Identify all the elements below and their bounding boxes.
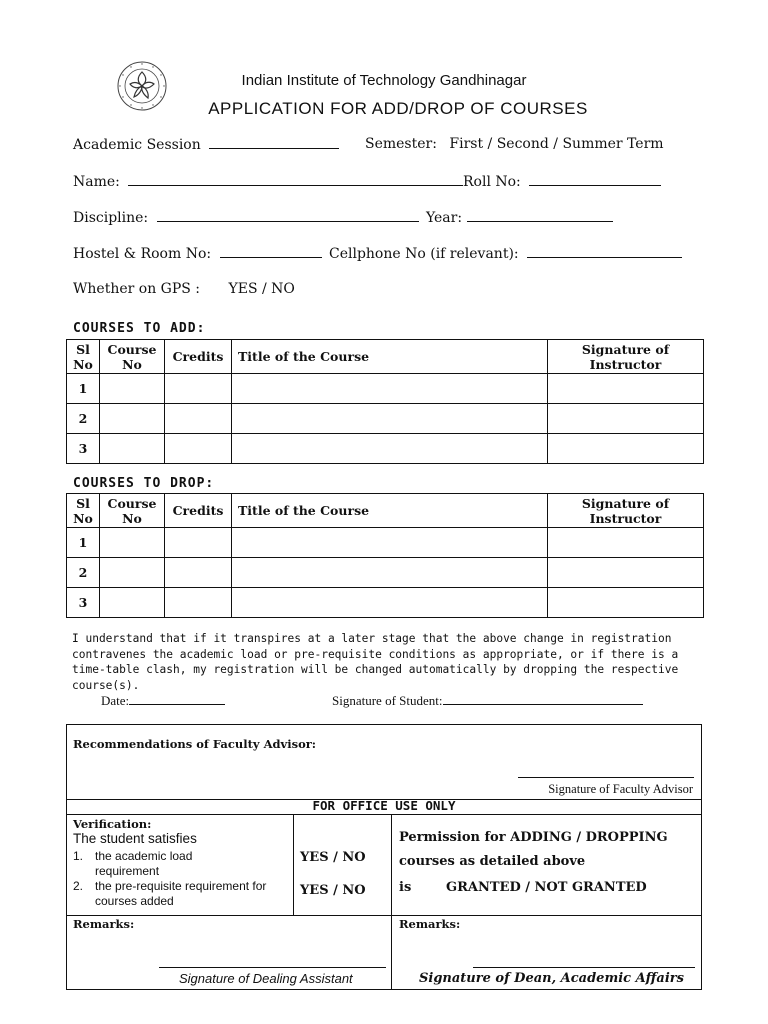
- row-number: 3: [67, 588, 100, 618]
- course-no-cell[interactable]: [100, 404, 165, 434]
- signature-cell[interactable]: [548, 528, 704, 558]
- dealing-assistant-signature-label: Signature of Dealing Assistant: [179, 971, 353, 986]
- faculty-signature-label: Signature of Faculty Advisor: [548, 782, 693, 796]
- item-1-text: the academic load requirement: [95, 849, 193, 878]
- row-number: 1: [67, 528, 100, 558]
- signature-cell[interactable]: [548, 588, 704, 618]
- signature-cell[interactable]: [548, 558, 704, 588]
- courses-to-drop-heading: COURSES TO DROP:: [73, 476, 215, 491]
- prerequisite-yes-no[interactable]: YES / NO: [300, 883, 366, 898]
- dean-signature-line[interactable]: [473, 967, 695, 968]
- declaration-text: I understand that if it transpires at a later stage that the above change in registration contravenes the academic load or pre-requisite conditions as appropriate, or if there is a time-table clash, my registration will be changed automatically by dropping the respective course(s).: [72, 632, 679, 692]
- signature-cell[interactable]: [548, 434, 704, 464]
- course-no-cell[interactable]: [100, 558, 165, 588]
- roll-row: [463, 173, 661, 190]
- year-blank[interactable]: [467, 209, 613, 222]
- institute-name: Indian Institute of Technology Gandhinagar: [241, 72, 527, 89]
- credits-cell[interactable]: [165, 528, 232, 558]
- item-2-text: the pre-requisite requirement for courses added: [95, 879, 267, 908]
- course-no-cell[interactable]: [100, 434, 165, 464]
- row-number: 2: [67, 558, 100, 588]
- divider: [391, 815, 392, 915]
- year-label: Year:: [426, 210, 463, 226]
- year-row: [426, 209, 613, 226]
- gps-row: [73, 281, 295, 297]
- courses-to-add-table: [66, 339, 704, 464]
- permission-line-2: courses as detailed above: [399, 854, 586, 869]
- remarks-box: [66, 914, 702, 990]
- cellphone-blank[interactable]: [527, 245, 682, 258]
- date-blank[interactable]: [129, 692, 225, 705]
- dealing-assistant-signature-line[interactable]: [159, 967, 386, 968]
- col-course-no: Course No: [100, 340, 165, 374]
- verification-heading: Verification:: [73, 817, 152, 831]
- academic-session-label: Academic Session: [73, 137, 201, 153]
- hostel-row: [73, 245, 322, 262]
- faculty-signature-line[interactable]: [518, 777, 694, 778]
- title-cell[interactable]: [232, 404, 548, 434]
- table-row: [67, 404, 704, 434]
- faculty-advisor-box: [66, 724, 702, 800]
- faculty-recommendation-heading: Recommendations of Faculty Advisor:: [73, 737, 317, 751]
- divider: [293, 815, 294, 915]
- name-label: Name:: [73, 174, 120, 190]
- course-no-cell[interactable]: [100, 374, 165, 404]
- discipline-blank[interactable]: [157, 209, 419, 222]
- table-row: [67, 434, 704, 464]
- roll-no-label: Roll No:: [463, 174, 521, 190]
- permission-line-1: Permission for ADDING / DROPPING: [399, 830, 668, 845]
- courses-to-add-heading: COURSES TO ADD:: [73, 321, 206, 336]
- credits-cell[interactable]: [165, 374, 232, 404]
- col-title: Title of the Course: [232, 494, 548, 528]
- semester-row: [365, 136, 664, 152]
- row-number: 1: [67, 374, 100, 404]
- course-no-cell[interactable]: [100, 528, 165, 558]
- permission-result[interactable]: GRANTED / NOT GRANTED: [446, 880, 647, 895]
- title-cell[interactable]: [232, 558, 548, 588]
- col-course-no: Course No: [100, 494, 165, 528]
- row-number: 2: [67, 404, 100, 434]
- table-row: [67, 588, 704, 618]
- verification-box: [66, 814, 702, 916]
- satisfies-text: The student satisfies: [73, 831, 197, 846]
- semester-options: First / Second / Summer Term: [449, 136, 664, 152]
- col-title: Title of the Course: [232, 340, 548, 374]
- academic-load-yes-no[interactable]: YES / NO: [300, 850, 366, 865]
- signature-cell[interactable]: [548, 374, 704, 404]
- remarks-right-label: Remarks:: [399, 917, 461, 931]
- gps-label: Whether on GPS :: [73, 281, 201, 297]
- title-cell[interactable]: [232, 528, 548, 558]
- signature-cell[interactable]: [548, 404, 704, 434]
- cellphone-row: [329, 245, 682, 262]
- col-credits: Credits: [165, 340, 232, 374]
- semester-label: Semester:: [365, 136, 437, 152]
- title-cell[interactable]: [232, 588, 548, 618]
- office-use-heading: FOR OFFICE USE ONLY: [312, 798, 456, 813]
- col-sl-no: Sl No: [67, 340, 100, 374]
- cellphone-label: Cellphone No (if relevant):: [329, 246, 519, 262]
- table-row: [67, 374, 704, 404]
- course-no-cell[interactable]: [100, 588, 165, 618]
- name-row: [73, 173, 463, 190]
- discipline-label: Discipline:: [73, 210, 149, 226]
- col-signature: Signature of Instructor: [548, 494, 704, 528]
- col-credits: Credits: [165, 494, 232, 528]
- credits-cell[interactable]: [165, 434, 232, 464]
- date-label: Date:: [101, 693, 130, 708]
- col-sl-no: Sl No: [67, 494, 100, 528]
- remarks-left-label: Remarks:: [73, 917, 135, 931]
- permission-is: is: [399, 880, 412, 895]
- title-cell[interactable]: [232, 374, 548, 404]
- academic-session-row: [73, 136, 339, 153]
- credits-cell[interactable]: [165, 558, 232, 588]
- row-number: 3: [67, 434, 100, 464]
- table-header-row: [67, 340, 704, 374]
- form-title: APPLICATION FOR ADD/DROP OF COURSES: [208, 99, 588, 118]
- table-row: [67, 558, 704, 588]
- hostel-label: Hostel & Room No:: [73, 246, 212, 262]
- discipline-row: [73, 209, 419, 226]
- item-1-number: 1.: [73, 849, 84, 863]
- student-signature-blank[interactable]: [443, 692, 643, 705]
- date-row: [101, 692, 225, 709]
- dean-signature-label: Signature of Dean, Academic Affairs: [419, 971, 684, 986]
- table-row: [67, 528, 704, 558]
- academic-session-blank[interactable]: [209, 136, 339, 149]
- hostel-blank[interactable]: [220, 245, 322, 258]
- divider: [391, 914, 392, 989]
- credits-cell[interactable]: [165, 404, 232, 434]
- name-blank[interactable]: [128, 173, 463, 186]
- col-signature: Signature of Instructor: [548, 340, 704, 374]
- roll-no-blank[interactable]: [529, 173, 661, 186]
- table-header-row: [67, 494, 704, 528]
- student-signature-label: Signature of Student:: [332, 693, 443, 708]
- gps-options: YES / NO: [228, 281, 295, 297]
- item-2-number: 2.: [73, 879, 84, 893]
- student-signature-row: [332, 692, 643, 709]
- courses-to-drop-table: [66, 493, 704, 618]
- office-use-heading-row: [66, 798, 702, 814]
- credits-cell[interactable]: [165, 588, 232, 618]
- title-cell[interactable]: [232, 434, 548, 464]
